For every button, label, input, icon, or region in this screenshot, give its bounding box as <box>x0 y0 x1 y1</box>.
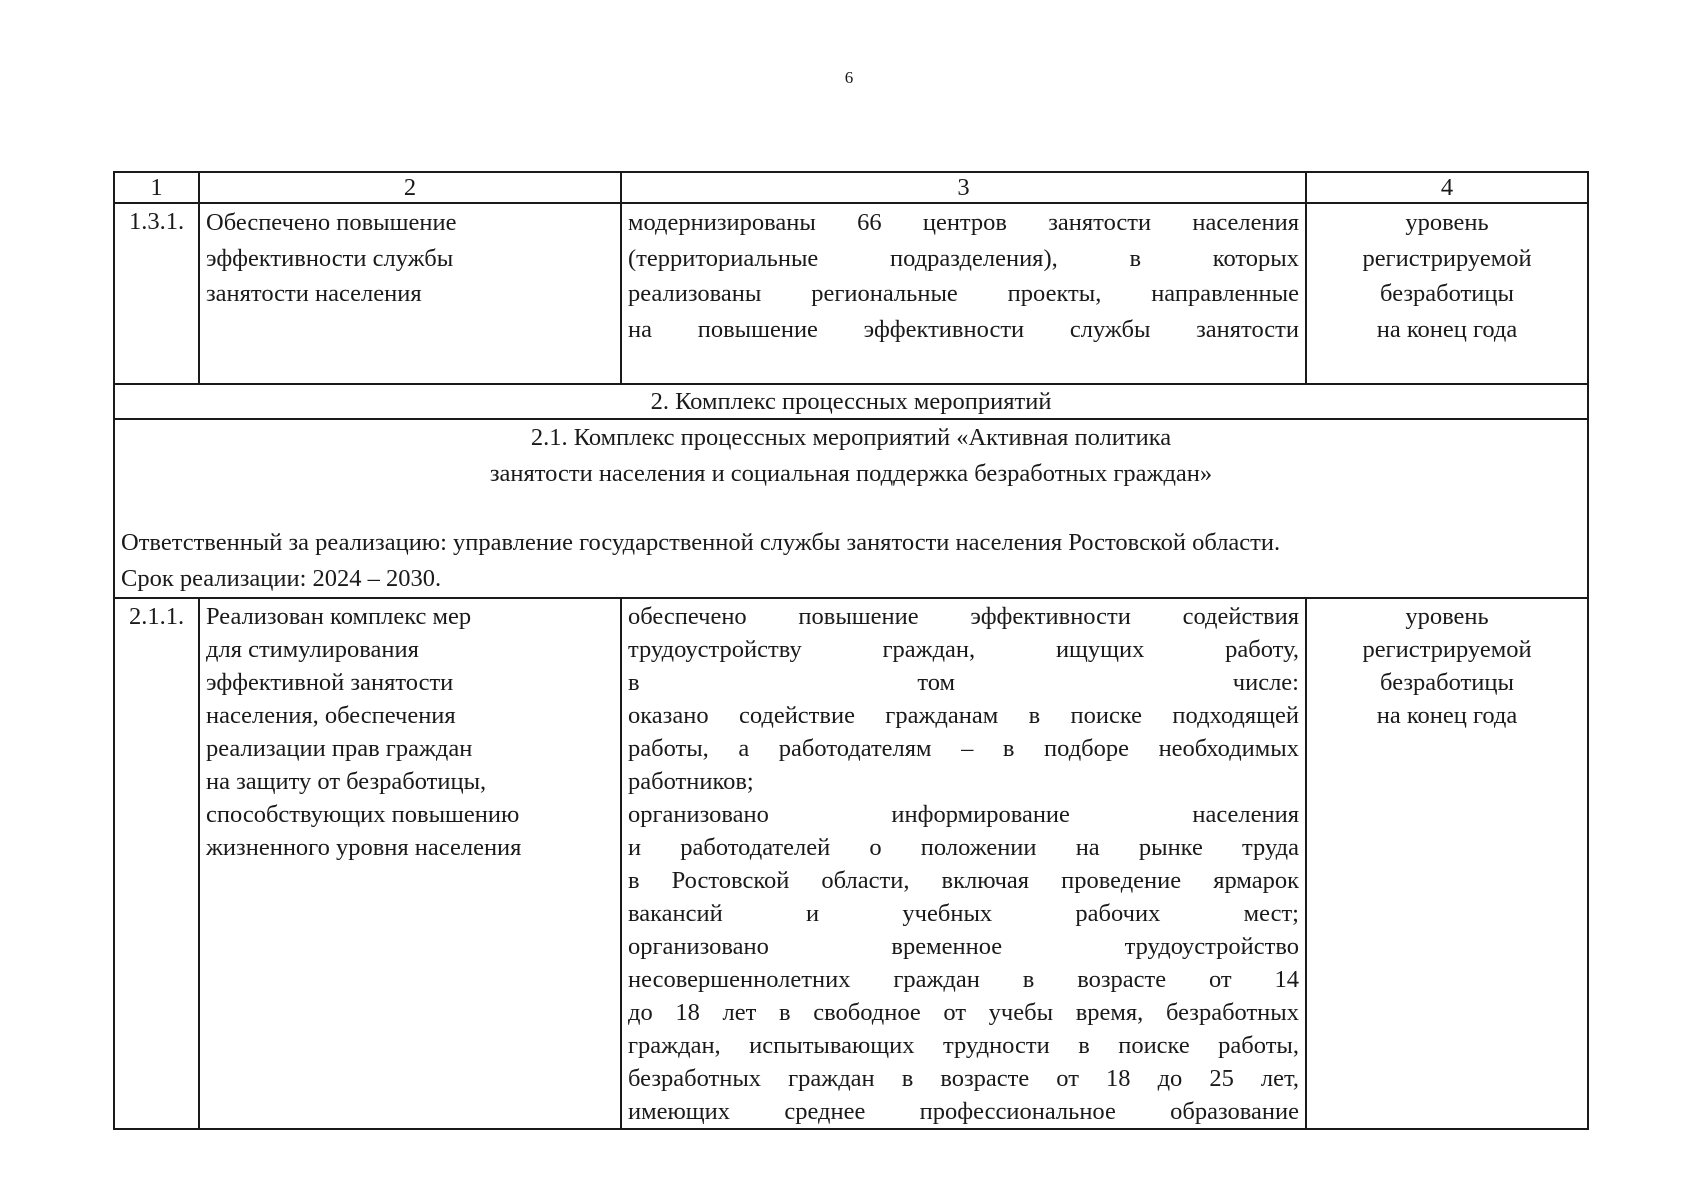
task-name-line: Реализован комплекс мер <box>206 603 472 630</box>
task-name-line: эффективности службы <box>206 244 454 272</box>
result-line: трудоустройству граждан, ищущих работу, <box>628 636 1299 663</box>
result-line: работников; <box>628 768 754 795</box>
task-name-cell <box>199 598 621 1129</box>
task-name-cell <box>199 203 621 384</box>
result-line: безработных граждан в возрасте от 18 до 25 лет, <box>628 1065 1299 1092</box>
task-name-line: на защиту от безработицы, <box>206 768 487 795</box>
result-line: в том числе: <box>628 669 1299 696</box>
task-name-line: населения, обеспечения <box>206 702 456 729</box>
table-header-row <box>114 172 1588 203</box>
measures-table <box>113 171 1589 1130</box>
indicator-line: безработицы <box>1380 280 1514 307</box>
indicator-line: регистрируемой <box>1362 244 1532 272</box>
expected-result-cell <box>621 598 1306 1129</box>
indicator-line: регистрируемой <box>1362 636 1532 663</box>
result-line: имеющих среднее профессиональное образование <box>628 1098 1299 1125</box>
result-line: реализованы региональные проекты, направленные <box>628 280 1299 307</box>
column-number-1: 1 <box>114 172 199 203</box>
result-line: граждан, испытывающих трудности в поиске работы, <box>628 1032 1299 1059</box>
indicator-cell <box>1306 598 1588 1129</box>
indicator-line: уровень <box>1405 603 1489 630</box>
responsible-text: Ответственный за реализацию: управление государственной службы занятости населения Ростовской области. <box>121 529 1281 556</box>
subsection-row <box>114 419 1588 598</box>
subsection-title-line: занятости населения и социальная поддержка безработных граждан» <box>489 460 1213 487</box>
result-line: вакансий и учебных рабочих мест; <box>628 900 1299 927</box>
task-name-line: Обеспечено повышение <box>206 209 457 236</box>
indicator-line: на конец года <box>1376 702 1518 729</box>
table-row-2-1-1 <box>114 598 1588 1129</box>
subsection-cell <box>114 419 1588 598</box>
column-number-3: 3 <box>621 172 1306 203</box>
result-line: до 18 лет в свободное от учебы время, безработных <box>628 999 1299 1026</box>
page-number: 6 <box>844 68 854 87</box>
indicator-line: уровень <box>1405 209 1489 236</box>
task-name-line: занятости населения <box>206 280 422 307</box>
result-line: и работодателей о положении на рынке труда <box>628 834 1299 861</box>
table-row-1-3-1 <box>114 203 1588 384</box>
section-title: 2. Комплекс процессных мероприятий <box>114 384 1588 419</box>
expected-result-cell <box>621 203 1306 384</box>
result-line: несовершеннолетних граждан в возрасте от 14 <box>628 966 1299 993</box>
result-line: работы, а работодателям – в подборе необходимых <box>628 735 1299 762</box>
result-line: организовано информирование населения <box>628 801 1299 828</box>
indicator-cell <box>1306 203 1588 384</box>
task-name-line: жизненного уровня населения <box>206 834 522 861</box>
indicator-line: на конец года <box>1376 315 1518 343</box>
result-line: в Ростовской области, включая проведение ярмарок <box>628 867 1299 894</box>
row-number: 1.3.1. <box>114 203 199 384</box>
task-name-line: для стимулирования <box>206 636 419 663</box>
task-name-line: способствующих повышению <box>206 801 520 828</box>
result-line: (территориальные подразделения), в которых <box>628 244 1299 272</box>
column-number-4: 4 <box>1306 172 1588 203</box>
result-line: на повышение эффективности службы занятости <box>628 315 1299 343</box>
indicator-line: безработицы <box>1380 669 1514 696</box>
result-line: модернизированы 66 центров занятости населения <box>628 209 1299 236</box>
result-line: обеспечено повышение эффективности содействия <box>628 603 1299 630</box>
result-line: организовано временное трудоустройство <box>628 933 1299 960</box>
period-text: Срок реализации: 2024 – 2030. <box>121 565 442 592</box>
column-number-2: 2 <box>199 172 621 203</box>
section-row <box>114 384 1588 419</box>
subsection-title-line: 2.1. Комплекс процессных мероприятий «Активная политика <box>530 424 1172 451</box>
task-name-line: реализации прав граждан <box>206 735 473 762</box>
task-name-line: эффективной занятости <box>206 669 454 696</box>
row-number: 2.1.1. <box>114 598 199 1129</box>
result-line: оказано содействие гражданам в поиске подходящей <box>628 702 1299 729</box>
